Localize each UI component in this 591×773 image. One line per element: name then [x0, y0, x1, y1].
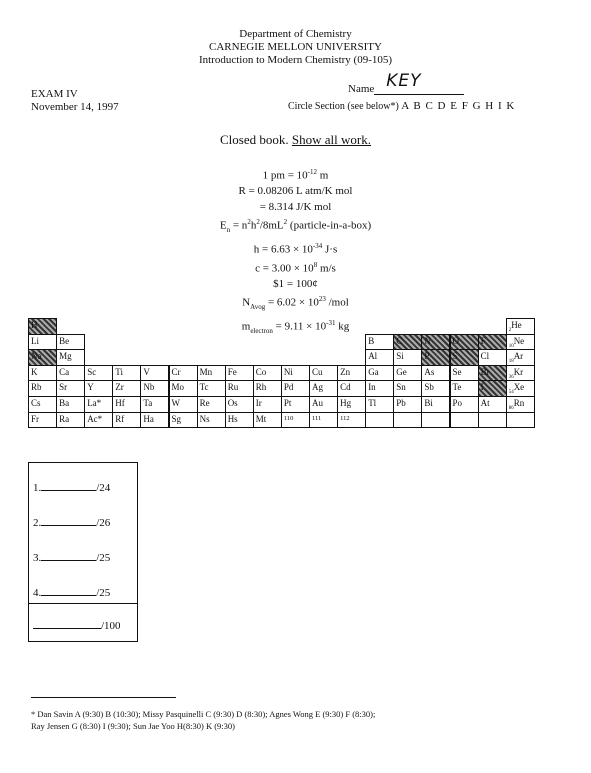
footnote-line1: * Dan Savin A (9:30) B (10:30); Missy Pasquinelli C (9:30) D (8:30); Agnes Wong E (9:30) F (8:30); — [31, 709, 376, 719]
question-number: 3. — [33, 552, 42, 564]
exam-title: EXAM IV — [31, 88, 78, 100]
atomic-number: 36 — [508, 374, 514, 380]
element-cell — [56, 349, 85, 366]
element-symbol: K — [31, 366, 38, 377]
element-cell — [478, 334, 507, 351]
element-symbol: Hs — [227, 413, 238, 424]
element-cell — [421, 365, 450, 382]
element-cell — [337, 412, 366, 429]
score-row — [33, 516, 110, 529]
element-symbol: Ac* — [87, 413, 103, 424]
element-cell — [478, 365, 507, 382]
element-cell — [450, 365, 479, 382]
element-cell — [309, 396, 338, 413]
element-cell — [197, 365, 226, 382]
element-cell — [56, 396, 85, 413]
element-symbol: Tl — [368, 398, 377, 408]
element-symbol: Sn — [396, 382, 406, 393]
element-symbol: Pb — [396, 398, 406, 408]
course-title: Introduction to Modern Chemistry (09-105) — [198, 54, 393, 66]
atomic-number: 10 — [508, 343, 514, 349]
element-symbol: As — [424, 366, 435, 377]
question-number: 4. — [33, 587, 42, 599]
score-box — [28, 462, 138, 642]
element-symbol: Si — [396, 351, 404, 362]
element-symbol: Ar — [513, 351, 524, 362]
question-max: /26 — [96, 517, 111, 529]
question-max: /25 — [96, 552, 111, 564]
element-symbol: C — [396, 335, 403, 346]
element-symbol: Na — [31, 351, 42, 362]
element-cell — [140, 412, 169, 429]
element-symbol: Rb — [31, 382, 42, 393]
element-symbol: Rf — [115, 413, 125, 424]
element-cell — [450, 396, 479, 413]
const-c: $c = 3.00 \times 10^8$ m/s — [255, 260, 336, 275]
element-cell — [56, 365, 85, 382]
element-symbol: Ni — [283, 366, 293, 377]
element-symbol: Po — [452, 398, 463, 408]
question-max: /24 — [96, 482, 111, 494]
element-cell — [365, 334, 394, 351]
element-symbol: Sr — [59, 382, 68, 393]
score-row — [33, 586, 110, 599]
element-cell — [28, 334, 57, 351]
element-cell — [393, 412, 422, 429]
element-symbol: Ns — [199, 413, 210, 424]
element-symbol: Zn — [340, 366, 351, 377]
element-symbol: Sg — [171, 413, 182, 424]
name-field — [320, 71, 570, 95]
element-symbol: Ir — [255, 398, 262, 408]
element-symbol: S — [452, 351, 458, 362]
element-symbol: Te — [452, 382, 462, 393]
element-cell — [197, 396, 226, 413]
element-cell — [365, 380, 394, 397]
element-symbol: In — [368, 382, 376, 393]
const-dollar: $1 = 100¢ — [273, 277, 318, 290]
element-symbol: Al — [368, 351, 378, 362]
element-symbol: Be — [59, 335, 70, 346]
const-pm: 1 pm = $10^{-12}$ m — [262, 168, 329, 182]
const-h: $h = 6.63 \times 10^{-34}$ J·s — [253, 241, 338, 256]
element-cell — [84, 396, 113, 413]
question-number: 2. — [33, 517, 42, 529]
element-cell — [393, 396, 422, 413]
instructions — [0, 132, 591, 148]
element-symbol: Li — [31, 335, 39, 346]
department: Department of Chemistry — [239, 28, 352, 40]
element-cell — [478, 412, 507, 429]
element-symbol: Ti — [115, 366, 123, 377]
element-cell — [309, 412, 338, 429]
element-symbol: Fe — [227, 366, 237, 377]
element-cell — [393, 380, 422, 397]
element-cell — [281, 365, 310, 382]
element-cell — [506, 412, 535, 429]
element-symbol: Ne — [513, 335, 525, 346]
element-symbol: P — [424, 351, 430, 362]
element-cell — [197, 380, 226, 397]
element-symbol: Sc — [87, 366, 97, 377]
element-cell — [393, 334, 422, 351]
const-me: $m_{electron} = 9.11 \times 10^{-31}$ kg — [241, 318, 350, 335]
element-cell — [140, 380, 169, 397]
element-symbol: Se — [452, 366, 462, 377]
element-cell — [309, 380, 338, 397]
element-cell — [450, 380, 479, 397]
element-cell — [506, 318, 535, 335]
element-symbol: Ge — [396, 366, 407, 377]
name-value: KEY — [386, 71, 422, 91]
element-cell — [365, 349, 394, 366]
element-symbol: Au — [312, 398, 323, 408]
section-selector — [288, 100, 515, 112]
score-blank[interactable] — [41, 516, 96, 526]
element-cell — [140, 365, 169, 382]
element-symbol: Y — [87, 382, 94, 393]
element-symbol: La* — [87, 398, 102, 408]
element-cell — [393, 365, 422, 382]
element-symbol: Ag — [312, 382, 323, 393]
name-line[interactable] — [374, 71, 464, 95]
element-symbol: Fr — [31, 413, 40, 424]
atomic-number: 2 — [508, 327, 512, 333]
element-cell — [337, 365, 366, 382]
element-cell — [478, 349, 507, 366]
element-cell — [253, 412, 282, 429]
element-symbol: Sb — [424, 382, 434, 393]
element-cell — [169, 365, 198, 382]
element-cell — [421, 334, 450, 351]
element-symbol: Co — [255, 366, 267, 377]
score-row — [33, 551, 110, 564]
element-cell — [365, 412, 394, 429]
element-cell — [28, 318, 57, 335]
element-symbol: Ra — [59, 413, 70, 424]
score-total — [33, 619, 121, 632]
element-cell — [112, 365, 141, 382]
element-symbol: Ru — [227, 382, 239, 393]
element-cell — [365, 365, 394, 382]
element-symbol: 110 — [283, 414, 294, 422]
section-letters[interactable]: A B C D E F G H I K — [401, 100, 516, 112]
element-symbol: Ta — [143, 398, 153, 408]
element-cell — [28, 412, 57, 429]
element-cell — [337, 396, 366, 413]
element-symbol: B — [368, 335, 375, 346]
element-cell — [393, 349, 422, 366]
element-symbol: Cl — [480, 351, 490, 362]
element-symbol: Cs — [31, 398, 41, 408]
element-cell — [140, 396, 169, 413]
periodic-table — [28, 318, 534, 428]
element-cell — [225, 396, 254, 413]
show-work-text: Show all work. — [291, 132, 371, 147]
element-symbol: Br — [480, 366, 490, 377]
closed-book-text: Closed book. — [220, 132, 289, 147]
element-cell — [169, 412, 198, 429]
element-symbol: Tc — [199, 382, 209, 393]
question-max: /25 — [96, 587, 111, 599]
element-cell — [253, 380, 282, 397]
score-blank[interactable] — [41, 481, 96, 491]
element-symbol: W — [171, 398, 180, 408]
element-cell — [253, 365, 282, 382]
element-symbol: Pt — [283, 398, 292, 408]
element-cell — [309, 365, 338, 382]
element-cell — [337, 380, 366, 397]
element-symbol: Mo — [171, 382, 185, 393]
question-number: 1. — [33, 482, 42, 494]
element-symbol: At — [480, 398, 490, 408]
element-symbol: Mg — [59, 351, 72, 362]
element-symbol: Cd — [340, 382, 351, 393]
element-cell — [56, 412, 85, 429]
element-symbol: Os — [227, 398, 238, 408]
element-cell — [84, 412, 113, 429]
atomic-number: 86 — [508, 405, 514, 411]
atomic-number: 18 — [508, 358, 514, 364]
exam-date: November 14, 1997 — [31, 101, 119, 113]
element-cell — [421, 412, 450, 429]
element-cell — [112, 380, 141, 397]
element-symbol: Cr — [171, 366, 181, 377]
element-cell — [112, 396, 141, 413]
document-header — [0, 28, 591, 67]
total-divider — [29, 603, 137, 604]
element-cell — [421, 396, 450, 413]
element-cell — [450, 412, 479, 429]
element-symbol: Bi — [424, 398, 433, 408]
university: CARNEGIE MELLON UNIVERSITY — [209, 41, 382, 53]
element-symbol: Xe — [513, 382, 525, 393]
const-r2: = 8.314 J/K mol — [259, 200, 332, 213]
element-symbol: Rh — [255, 382, 267, 393]
element-cell — [421, 349, 450, 366]
footnote-line2: Ray Jensen G (8:30) I (9:30); Sun Jae Yoo H(8:30) K (9:30) — [31, 721, 235, 731]
element-symbol: Rn — [513, 398, 525, 408]
element-cell — [225, 380, 254, 397]
element-cell — [478, 396, 507, 413]
element-symbol: 112 — [340, 414, 350, 422]
score-row — [33, 481, 110, 494]
element-symbol: 111 — [312, 414, 322, 422]
const-na: $N_{Avog} = 6.02 \times 10^{23}$ /mol — [242, 295, 349, 312]
footnote — [31, 708, 571, 732]
element-symbol: Mn — [199, 366, 213, 377]
element-symbol: I — [480, 382, 484, 393]
element-cell — [28, 380, 57, 397]
element-cell — [56, 334, 85, 351]
element-symbol: Mt — [255, 413, 267, 424]
element-symbol: Pd — [283, 382, 294, 393]
element-symbol: Zr — [115, 382, 124, 393]
element-symbol: Ca — [59, 366, 70, 377]
element-symbol: Hg — [340, 398, 352, 408]
element-cell — [84, 365, 113, 382]
element-symbol: Ba — [59, 398, 70, 408]
element-cell — [506, 349, 535, 366]
total-blank[interactable] — [33, 619, 101, 629]
score-blank[interactable] — [41, 551, 96, 561]
element-cell — [281, 380, 310, 397]
element-cell — [478, 380, 507, 397]
element-cell — [506, 380, 535, 397]
element-symbol: Ga — [368, 366, 379, 377]
element-symbol: Kr — [513, 366, 524, 377]
element-cell — [56, 380, 85, 397]
element-cell — [450, 334, 479, 351]
element-cell — [84, 380, 113, 397]
element-cell — [253, 396, 282, 413]
footnote-rule — [31, 697, 176, 698]
element-symbol: N — [424, 335, 431, 346]
element-symbol: V — [143, 366, 150, 377]
section-label: Circle Section (see below*) — [288, 101, 399, 112]
element-cell — [28, 396, 57, 413]
element-cell — [28, 365, 57, 382]
element-symbol: F — [480, 335, 486, 346]
element-symbol: He — [511, 320, 522, 330]
element-cell — [28, 349, 57, 366]
element-symbol: Cu — [312, 366, 323, 377]
element-cell — [450, 349, 479, 366]
total-max: /100 — [101, 620, 121, 632]
element-symbol: Nb — [143, 382, 155, 393]
element-cell — [281, 412, 310, 429]
element-symbol: O — [452, 335, 459, 346]
exam-info — [31, 88, 119, 114]
element-symbol: H — [31, 320, 38, 330]
constants-list — [0, 165, 591, 339]
element-cell — [365, 396, 394, 413]
const-en: $E_n = n^2h^2/8mL^2$ (particle-in-a-box) — [219, 218, 372, 234]
element-cell — [421, 380, 450, 397]
atomic-number: 54 — [508, 390, 514, 396]
const-r1: R = 0.08206 L atm/K mol — [238, 185, 353, 198]
element-cell — [506, 334, 535, 351]
element-cell — [197, 412, 226, 429]
element-cell — [112, 412, 141, 429]
element-symbol: Hf — [115, 398, 125, 408]
element-cell — [281, 396, 310, 413]
element-cell — [169, 380, 198, 397]
element-cell — [225, 365, 254, 382]
element-symbol: Re — [199, 398, 210, 408]
element-cell — [169, 396, 198, 413]
element-cell — [506, 396, 535, 413]
score-blank[interactable] — [41, 586, 96, 596]
element-symbol: Ha — [143, 413, 154, 424]
name-label: Name — [348, 83, 375, 95]
element-cell — [506, 365, 535, 382]
element-cell — [225, 412, 254, 429]
